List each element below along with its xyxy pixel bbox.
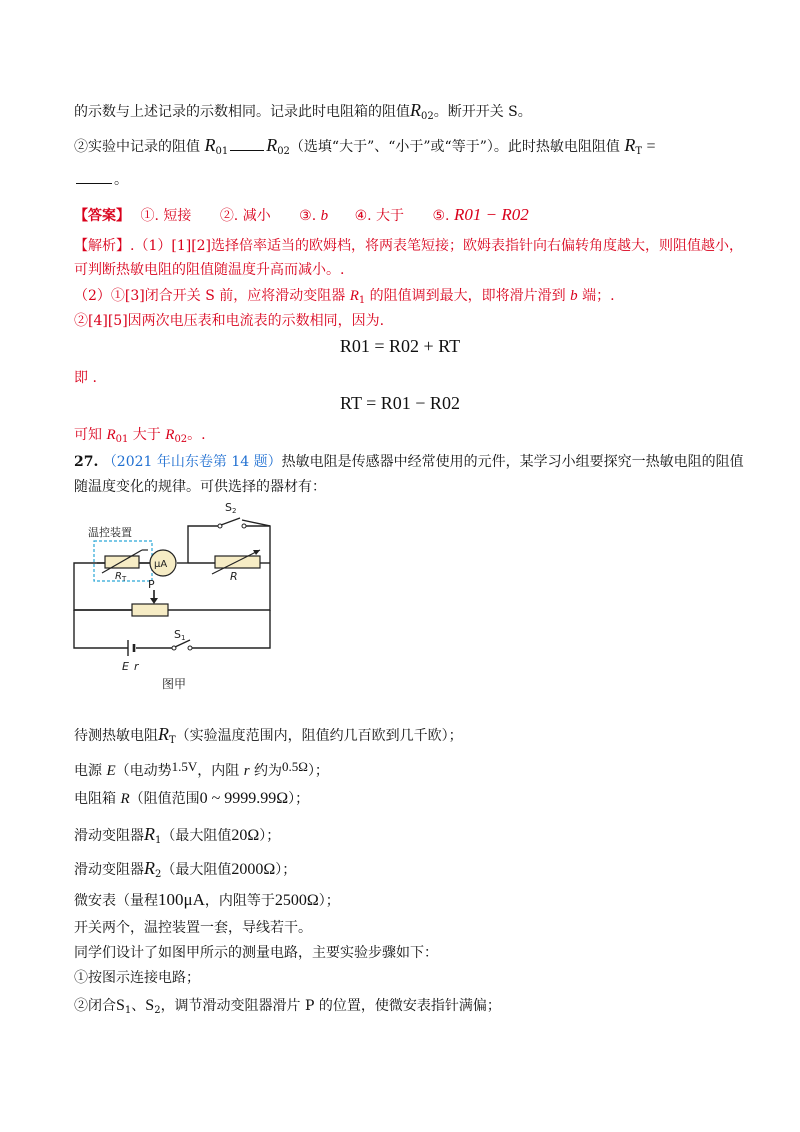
step-2: ②闭合$S_1$、$S_2$，调节滑动变阻器滑片 P 的位置，使微安表指针满偏； <box>74 997 501 1016</box>
text-line-3: 。 <box>74 170 128 190</box>
answer-blank <box>76 171 112 184</box>
design-text: 同学们设计了如图甲所示的测量电路，主要实验步骤如下： <box>74 945 438 961</box>
item-microammeter: 微安表（量程100μA，内阻等于2500Ω）； <box>74 890 340 909</box>
battery-label: E r <box>122 660 139 673</box>
answer-line: 【答案】 ①. 短接 ②. 减小 ③. b ④. 大于 ⑤. R01 − R02 <box>74 205 529 224</box>
item-resistance-box: 电阻箱 R（阻值范围0 ~ 9999.99Ω）； <box>74 790 310 807</box>
text-line-1: 的示数与上述记录的示数相同。记录此时电阻箱的阻值$R_{02}$。断开开关 S。 <box>74 100 532 122</box>
answer-blank <box>230 138 264 151</box>
equation-1: R01 = R02 + RT <box>339 336 461 356</box>
svg-text:μA: μA <box>154 559 168 570</box>
item-rheostat-1: 滑动变阻器$R_1$（最大阻值20Ω）； <box>74 824 281 846</box>
analysis-line-4: ②[4][5]因两次电压表和电流表的示数相同，因为. <box>74 313 385 329</box>
item-rheostat-2: 滑动变阻器$R_2$（最大阻值2000Ω）； <box>74 858 297 880</box>
figure-caption: 图甲 <box>162 677 187 691</box>
text-line-2: ②实验中记录的阻值 $R_{01}$ $R_{02}$（选填“大于”、“小于”或“等于”）。此时热敏电阻阻值 $R_T$ = <box>74 135 656 157</box>
resistance-box-label: R <box>230 570 238 583</box>
analysis-line-5: 可知 $R_{01}$ 大于 $R_{02}$。. <box>74 427 206 445</box>
item-switches: 开关两个，温控装置一套，导线若干。 <box>74 920 312 936</box>
question-27-line-2: 随温度变化的规律。可供选择的器材有： <box>74 479 326 495</box>
analysis-line-3: （2）①[3]闭合开关 S 前，应将滑动变阻器 $R_1$ 的阻值调到最大，即将滑片滑到 b 端；. <box>74 288 615 306</box>
step-1: ①按图示连接电路； <box>74 970 200 986</box>
thermistor-label: $R_T$ <box>115 571 127 583</box>
question-27-line-1: 27. （2021 年山东卷第 14 题）热敏电阻是传感器中经常使用的元件，某学习小组要探究一热敏电阻的阻值 <box>74 454 744 470</box>
analysis-ji: 即 . <box>74 370 97 386</box>
switch-s2-label: S2 <box>225 501 237 515</box>
switch-s1-label: S1 <box>174 628 186 642</box>
temperature-box-label: 温控装置 <box>88 526 132 539</box>
slider-p-label: P <box>148 578 155 591</box>
analysis-line-2: 可判断热敏电阻的阻值随温度升高而减小。. <box>74 262 345 278</box>
equation-2: RT = R01 − R02 <box>340 393 460 413</box>
circuit-diagram <box>70 498 290 698</box>
item-power-source: 电源 E（电动势1.5V，内阻 r 约为0.5Ω）； <box>74 759 329 779</box>
analysis-line-1: 【解析】.（1）[1][2]选择倍率适当的欧姆档，将两表笔短接；欧姆表指针向右偏转角度越大，则阻值越小， <box>74 238 744 254</box>
item-thermistor: 待测热敏电阻$R_T$（实验温度范围内，阻值约几百欧到几千欧）； <box>74 724 463 746</box>
